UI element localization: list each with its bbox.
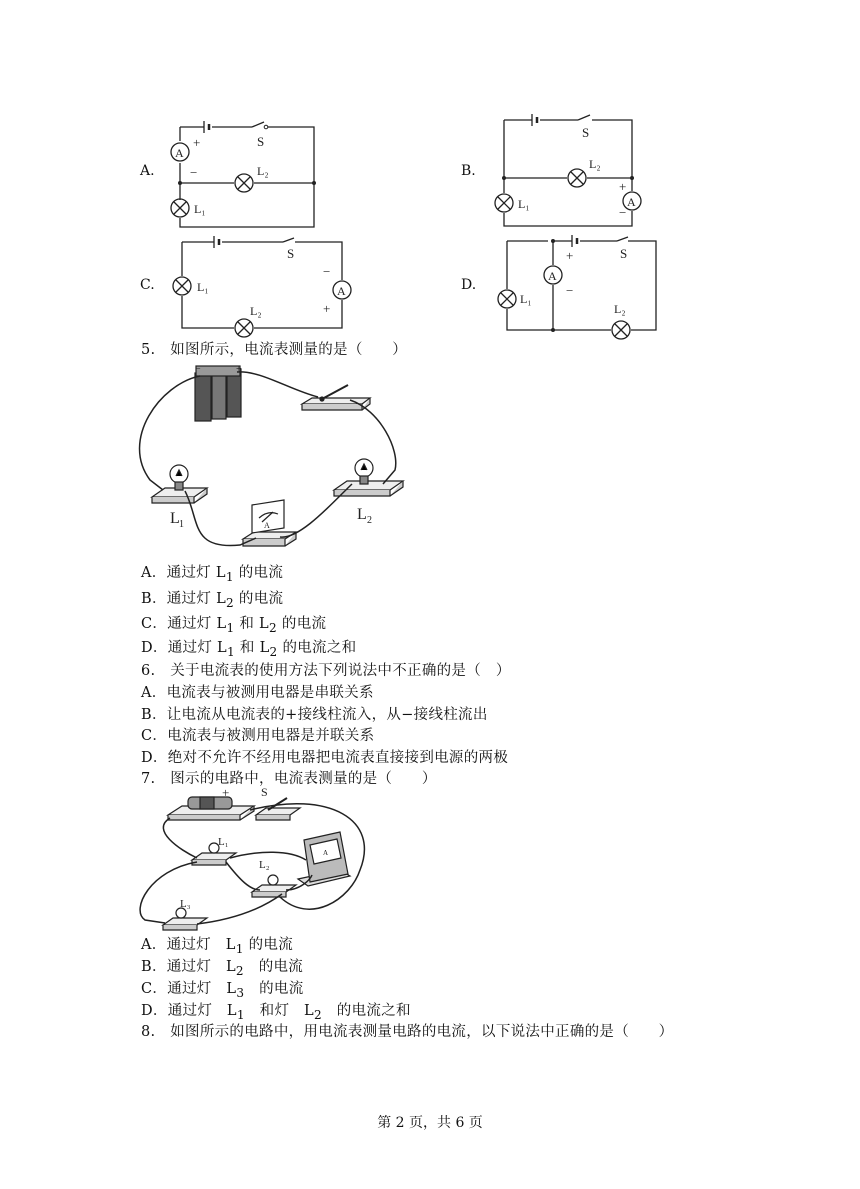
svg-text:+: + <box>619 179 627 194</box>
svg-text:−: − <box>566 283 574 298</box>
svg-text:L₁: L₁ <box>197 280 209 294</box>
page-footer: 第 2 页，共 6 页 <box>377 1115 483 1131</box>
question-6-stem: 6. 关于电流表的使用方法下列说法中不正确的是（ ） <box>141 663 511 679</box>
option-a-label: A. <box>140 163 155 179</box>
svg-text:L₁: L₁ <box>520 292 532 306</box>
question-7-option-a: A．通过灯 $L_1$ 的电流 <box>141 937 294 956</box>
ammeter-symbol: A <box>175 146 184 160</box>
question-6-option-b: B．让电流从电流表的+接线柱流入，从−接线柱流出 <box>141 707 488 723</box>
svg-text:L₁: L₁ <box>218 836 229 848</box>
svg-text:L₂: L₂ <box>250 304 262 318</box>
svg-text:A: A <box>548 269 557 283</box>
question-6-option-c: C．电流表与被测用电器是并联关系 <box>141 728 375 744</box>
svg-text:S: S <box>261 785 268 799</box>
option-b-label: B. <box>461 163 476 179</box>
svg-text:+: + <box>566 248 574 263</box>
option-c-label: C. <box>140 277 155 293</box>
question-6-option-a: A．电流表与被测用电器是串联关系 <box>141 685 374 701</box>
question-7-option-b: B．通过灯 $L_2$ 的电流 <box>141 959 304 978</box>
question-7-stem: 7. 图示的电路中，电流表测量的是（ ） <box>141 771 437 787</box>
svg-text:L: L <box>170 510 180 527</box>
svg-text:A: A <box>337 284 346 298</box>
question-7-option-d: D．通过灯 $L_1$ 和灯 $L_2$ 的电流之和 <box>141 1003 411 1022</box>
question-5-stem: 5. 如图所示，电流表测量的是（ ） <box>141 342 408 358</box>
svg-text:+: + <box>222 785 230 800</box>
question-7-option-c: C．通过灯 $L_3$ 的电流 <box>141 981 304 1000</box>
svg-text:−: − <box>619 205 627 220</box>
question-5-option-d: D．通过灯 $L_1$ 和 $L_2$ 的电流之和 <box>141 640 357 659</box>
question-5-option-c: C．通过灯 $L_1$ 和 $L_2$ 的电流 <box>141 616 327 635</box>
question-5-option-b: B．通过灯 $L_2$ 的电流 <box>141 591 284 610</box>
svg-text:−: − <box>195 364 201 375</box>
question-5-option-a: A．通过灯 $L_1$ 的电流 <box>141 565 284 584</box>
svg-text:L₂: L₂ <box>614 302 626 316</box>
svg-text:1: 1 <box>179 519 184 530</box>
svg-text:2: 2 <box>367 515 372 526</box>
svg-text:A: A <box>323 849 329 857</box>
svg-text:S: S <box>287 246 295 261</box>
question-8-stem: 8. 如图所示的电路中，用电流表测量电路的电流，以下说法中正确的是（ ） <box>141 1024 674 1040</box>
svg-text:L₁: L₁ <box>518 197 530 211</box>
svg-text:+: + <box>236 364 242 375</box>
svg-text:L₂: L₂ <box>589 157 601 171</box>
svg-text:S: S <box>620 246 628 261</box>
svg-text:L₂: L₂ <box>259 859 270 871</box>
svg-text:L₁: L₁ <box>194 202 206 216</box>
svg-text:S: S <box>582 125 590 140</box>
svg-text:A: A <box>264 521 270 530</box>
option-d-label: D. <box>461 277 477 293</box>
svg-text:+: + <box>193 135 201 150</box>
svg-text:−: − <box>190 165 198 180</box>
svg-text:+: + <box>323 301 331 316</box>
svg-text:S: S <box>257 134 265 149</box>
question-6-option-d: D．绝对不允许不经用电器把电流表直接接到电源的两极 <box>141 750 509 766</box>
svg-text:L₂: L₂ <box>257 164 269 178</box>
svg-text:−: − <box>323 264 331 279</box>
svg-text:L₃: L₃ <box>180 898 191 910</box>
svg-text:A: A <box>627 195 636 209</box>
svg-text:L: L <box>357 506 367 523</box>
